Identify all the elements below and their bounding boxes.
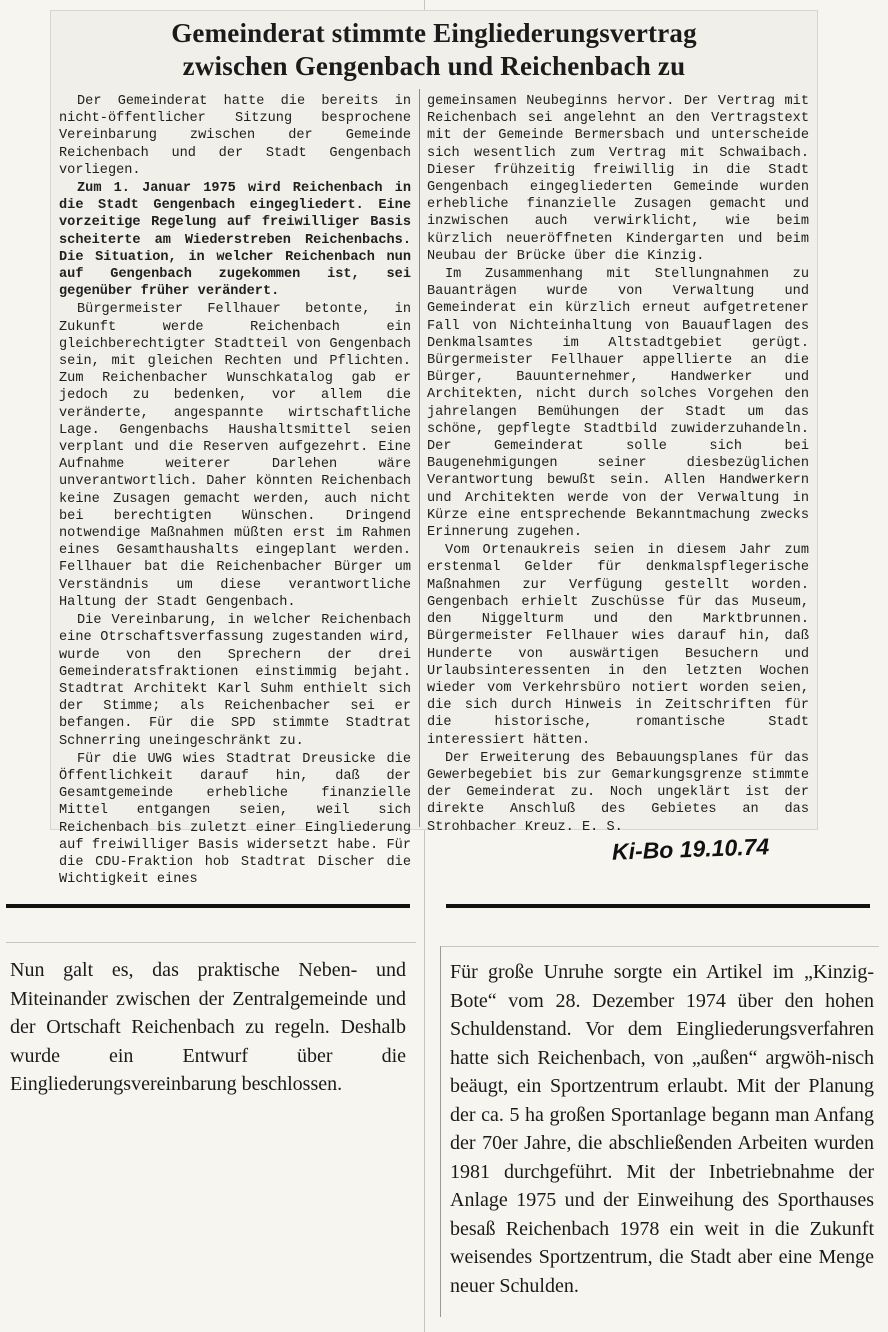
clipping-paragraph: Bürgermeister Fellhauer betonte, in Zukunft werde Reichenbach ein gleichberechtigter Stadtteil von Gengenbach sein, mit gleichen Rechten und Pflichten. Zum Reichenbacher Wunschkatalog gab er jedoch zu bedenken, vor allem die veränderte, angespannte wirtschaftliche Lage. Gengenbachs Haushaltsmittel seien verplant und die Reserven aufgezehrt. Eine Aufnahme weiterer Darlehen wäre unverantwortlich. Daher könnten Reichenbach keine Zusagen gemacht werden, auch nicht bei berechtigten Wünschen. Dringend notwendige Maßnahmen müßten erst im Rahmen eines Gesamthaushalts eingeplant werden. Fellhauer bat die Reichenbacher Bürger um Verständnis um diese verantwortliche Haltung der Stadt Gengenbach. bbox=[59, 302, 411, 610]
clipping-headline bbox=[51, 17, 817, 83]
clipping-paragraph: Der Gemeinderat hatte die bereits in nicht-öffentlicher Sitzung besprochene Vereinbarung zwischen der Gemeinde Reichenbach und der Stadt Gengenbach vorliegen. bbox=[59, 94, 411, 178]
clipping-paragraph: gemeinsamen Neubeginns hervor. Der Vertrag mit Reichenbach sei angelehnt an den Vertragstext mit der Gemeinde Bermersbach und unterscheide sich wesentlich zum Vertrag mit Schwaibach. Dieser frühzeitig freiwillig in die Stadt Gengenbach eingegliederten Gemeinde wurden erhebliche finanzielle Zusagen gemacht und inzwischen auch verwirklicht, wie beim kürzlich neueröffneten Kindergarten und beim Neubau der Brücke über die Kinzig. bbox=[427, 94, 809, 264]
clipping-paragraph: Für die UWG wies Stadtrat Dreusicke die Öffentlichkeit darauf hin, daß der Gesamtgemeinde erhebliche finanzielle Mittel entgangen seien, weil sich Reichenbach bis zuletzt einer Eingliederung auf freiwilliger Basis widersetzt habe. Für die CDU-Fraktion hob Stadtrat Discher die Wichtigkeit eines bbox=[59, 751, 411, 888]
body-text-left: Nun galt es, das praktische Neben- und Miteinander zwischen der Zentralgemeinde und der Ortschaft Reichenbach zu regeln. Deshalb wurde ein Entwurf über die Eingliederungsvereinbarung beschlossen. bbox=[10, 959, 406, 1095]
left-section-rule bbox=[6, 904, 410, 908]
column-divider bbox=[419, 89, 420, 827]
handwritten-source-note: Ki-Bo 19.10.74 bbox=[611, 833, 770, 865]
clipping-left-column bbox=[59, 93, 411, 888]
left-box-edge bbox=[6, 942, 416, 943]
clipping-paragraph: Die Vereinbarung, in welcher Reichenbach eine Otrschaftsverfassung zugestanden wird, wurde von den Sprechern der drei Gemeinderatsfraktionen einstimmig bejaht. Stadtrat Architekt Karl Suhm enthielt sich der Stimme; als Reichenbacher sei er befangen. Für die SPD stimmte Stadtrat Schnerring uneingeschränkt zu. bbox=[59, 613, 411, 749]
clipping-paragraph: Vom Ortenaukreis seien in diesem Jahr zum erstenmal Gelder für denkmalspflegerische Maßnahmen zur Verfügung gestellt worden. Gengenbach erhielt Zuschüsse für das Museum, den Niggelturm und den Marktbrunnen. Bürgermeister Fellhauer wies darauf hin, daß Hunderte von auswärtigen Besuchern und Urlaubsinteressenten in den letzten Wochen wieder vom Verkehrsbüro notiert worden seien, die sich durch Hinweis in Zeitschriften für die historische, romantische Stadt interessiert hätten. bbox=[427, 543, 809, 748]
clipping-paragraph: Zum 1. Januar 1975 wird Reichenbach in die Stadt Gengenbach eingegliedert. Eine vorzeitige Regelung auf freiwilliger Basis scheiterte am Wiederstreben Reichenbachs. Die Situation, in welcher Reichenbach nun auf Gengenbach zugekommen ist, sei gegenüber früher verändert. bbox=[59, 181, 411, 300]
headline-line-2: zwischen Gengenbach und Reichenbach zu bbox=[182, 51, 686, 81]
body-text-right: Für große Unruhe sorgte ein Artikel im „Kinzig-Bote“ vom 28. Dezember 1974 über den hohen Schuldenstand. Vor dem Eingliederungsverfahren hatte sich Reichenbach, von „außen“ argwöh-nisch beäugt, ein Sportzentrum erlaubt. Mit der Planung der ca. 5 ha großen Sportanlage begann man Anfang der 70er Jahre, die abschließenden Arbeiten wurden 1981 durchgeführt. Mit der Inbetriebnahme der Anlage 1975 und der Einweihung des Sporthauses besaß Reichenbach 1978 ein weit in die Zukunft weisendes Sportzentrum, die Stadt aber eine Menge neuer Schulden. bbox=[450, 961, 874, 1297]
clipping-paragraph: Der Erweiterung des Bebauungsplanes für das Gewerbegebiet bis zur Gemarkungsgrenze stimmte der Gemeinderat zu. Noch ungeklärt ist der direkte Anschluß des Gebietes an das Strohbacher Kreuz. E. S. bbox=[427, 750, 809, 835]
clipping-paragraph: Im Zusammenhang mit Stellungnahmen zu Bauanträgen wurde von Verwaltung und Gemeinderat ein kürzlich erneut aufgetretener Fall von Nichteinhaltung von Bauauflagen des Denkmalsamtes im Altstadtgebiet gerügt. Bürgermeister Fellhauer appellierte an die Bürger, Bauunternehmer, Handwerker und Architekten, nicht durch solches Vorgehen den jahrelangen Bemühungen der Stadt um das schöne, gepflegte Stadtbild zuwiderzuhandeln. Der Gemeinderat solle sich bei Baugenehmigungen seiner diesbezüglichen Verantwortung bewußt sein. Allen Handwerkern und Architekten werde von der Verwaltung in Kürze eine entsprechende Bekanntmachung zwecks Erinnerung zugehen. bbox=[427, 267, 809, 541]
right-section-rule bbox=[446, 904, 870, 908]
clipping-right-column bbox=[427, 93, 809, 835]
headline-line-1: Gemeinderat stimmte Eingliederungsvertrag bbox=[171, 18, 697, 48]
